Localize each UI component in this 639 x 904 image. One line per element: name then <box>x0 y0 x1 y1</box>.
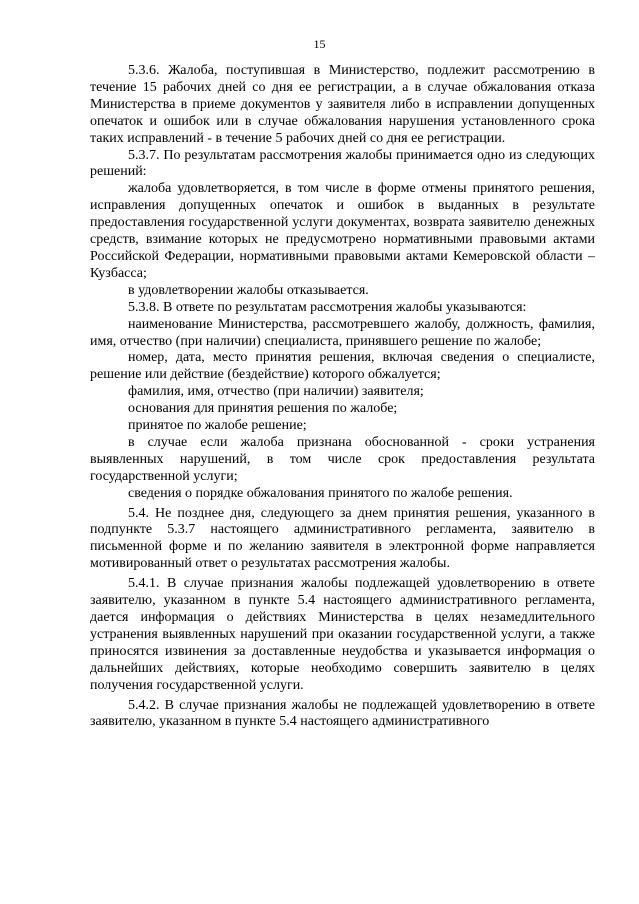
paragraph-5-3-8: 5.3.8. В ответе по результатам рассмотрения жалобы указываются: <box>128 299 527 315</box>
paragraph-5-4-1: 5.4.1. В случае признания жалобы подлежащей удовлетворению в ответе заявителю, указанном в пункте 5.4 настоящего административного регламента, дается информация о действиях Министерства в целях незамедлительного устранения выявленных нарушений при оказании государственной услуги, а также приносятся извинения за доставленные неудобства и указывается информация о дальнейших действиях, которые необходимо совершить заявителю в целях получения государственной услуги. <box>90 576 595 693</box>
response-item-appeal-procedure: сведения о порядке обжалования принятого по жалобе решения. <box>128 485 513 501</box>
paragraph-5-4-2: 5.4.2. В случае признания жалобы не подлежащей удовлетворению в ответе заявителю, указанном в пункте 5.4 настоящего административного <box>90 697 595 730</box>
response-item-applicant-name: фамилия, имя, отчество (при наличии) заявителя; <box>128 384 424 400</box>
paragraph-5-3-6: 5.3.6. Жалоба, поступившая в Министерство, подлежит рассмотрению в течение 15 рабочих дней со дня ее регистрации, а в случае обжалования отказа Министерства в приеме документов у заявителя либо в исправлении допущенных опечаток и ошибок или в случае обжалования нарушения установленного срока таких исправлений - в течение 5 рабочих дней со дня ее регистрации. <box>90 63 595 146</box>
page-number: 15 <box>313 37 326 51</box>
decision-option-satisfy: жалоба удовлетворяется, в том числе в форме отмены принятого решения, исправления допущенных опечаток и ошибок в выданных в результате предоставления государственной услуги документах, возврата заявителю денежных средств, взимание которых не предусмотрено нормативными правовыми актами Российской Федерации, нормативными правовыми актами Кемеровской области – Кузбасса; <box>90 181 595 281</box>
response-item-ministry: наименование Министерства, рассмотревшего жалобу, должность, фамилия, имя, отчество (при наличии) специалиста, принявшего решение по жалобе; <box>90 316 595 349</box>
paragraph-5-3-7: 5.3.7. По результатам рассмотрения жалобы принимается одно из следующих решений: <box>90 147 595 180</box>
document-body <box>90 63 595 731</box>
response-item-decision: принятое по жалобе решение; <box>128 418 307 434</box>
paragraph-5-4: 5.4. Не позднее дня, следующего за днем принятия решения, указанного в подпункте 5.3.7 настоящего административного регламента, заявителю в письменной форме и по желанию заявителя в электронной форме направляется мотивированный ответ о результатах рассмотрения жалобы. <box>90 505 595 572</box>
response-item-deadlines: в случае если жалоба признана обоснованной - сроки устранения выявленных нарушений, в том числе срок предоставления результата государственной услуги; <box>90 434 595 484</box>
response-item-grounds: основания для принятия решения по жалобе; <box>128 401 398 417</box>
decision-option-refuse: в удовлетворении жалобы отказывается. <box>128 282 369 298</box>
response-item-decision-details: номер, дата, место принятия решения, включая сведения о специалисте, решение или действие (бездействие) которого обжалуется; <box>90 350 595 383</box>
